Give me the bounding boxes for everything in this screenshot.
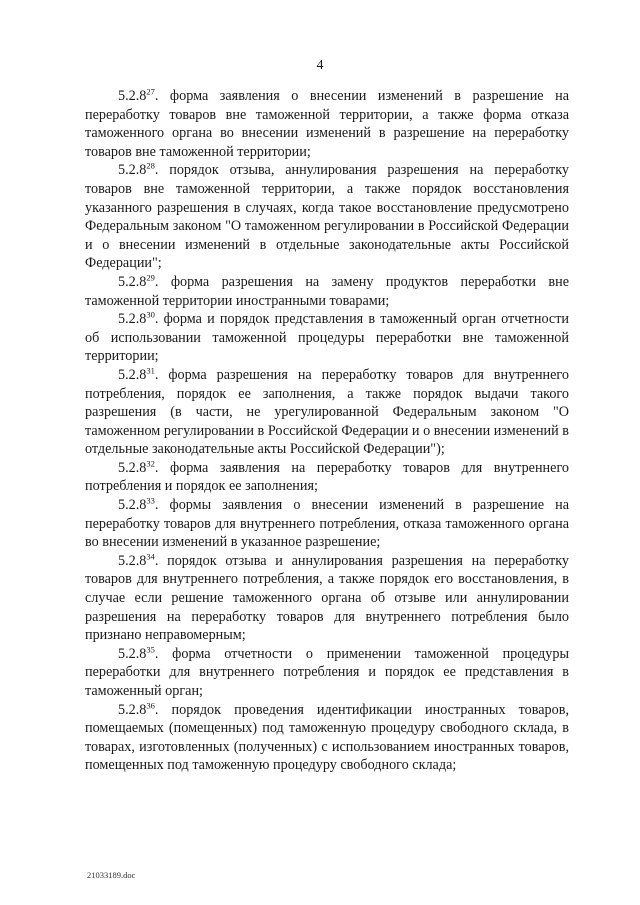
item-number: 5.2.8 (118, 459, 147, 476)
item-superscript: 27 (146, 86, 155, 97)
item-number: 5.2.8 (118, 497, 147, 514)
item-text: . форма разрешения на замену продуктов переработки вне таможенной территории иностранными товарами; (85, 273, 569, 309)
list-item-33 (85, 496, 569, 552)
list-item-27 (85, 87, 569, 161)
footer-filename: 21033189.doc (87, 870, 136, 880)
item-text: . форма отчетности о применении таможенной процедуры переработки для внутреннего потребления и порядок ее представления в таможенный орган; (85, 645, 569, 699)
item-text: . порядок отзыва и аннулирования разрешения на переработку товаров для внутреннего потребления, а также порядок его восстановления, в случае если решение таможенного органа об отзыве или аннулировании разрешения на переработку товаров для внутреннего потребления было признано неправомерным; (85, 552, 569, 644)
item-number: 5.2.8 (118, 552, 147, 569)
item-superscript: 30 (146, 309, 155, 320)
item-number: 5.2.8 (118, 273, 147, 290)
list-item-35 (85, 645, 569, 701)
item-superscript: 31 (146, 365, 155, 376)
item-text: . форма заявления на переработку товаров для внутреннего потребления и порядок ее заполнения; (85, 459, 569, 495)
list-item-34 (85, 552, 569, 645)
item-superscript: 29 (146, 272, 155, 283)
item-superscript: 34 (146, 551, 155, 562)
item-superscript: 36 (146, 699, 155, 710)
item-number: 5.2.8 (118, 311, 147, 328)
list-item-29 (85, 273, 569, 310)
page-number: 4 (316, 58, 324, 73)
item-number: 5.2.8 (118, 701, 147, 718)
list-item-28 (85, 161, 569, 273)
item-superscript: 35 (146, 644, 155, 655)
document-body (85, 87, 569, 775)
item-number: 5.2.8 (118, 162, 147, 179)
list-item-30 (85, 310, 569, 366)
list-item-36 (85, 701, 569, 775)
item-text: . форма разрешения на переработку товаров для внутреннего потребления, порядок ее заполнения, а также порядок выдачи такого разрешения (в части, не урегулированной Федеральным законом "О таможенном регулировании в Российской Федерации и о внесении изменений в отдельные законодательные акты Российской Федерации"); (85, 366, 569, 458)
item-superscript: 28 (146, 160, 155, 171)
item-number: 5.2.8 (118, 645, 147, 662)
item-text: . порядок отзыва, аннулирования разрешения на переработку товаров вне таможенной территории, а также порядок восстановления указанного разрешения в случаях, когда такое восстановление предусмотрено Федеральным законом "О таможенном регулировании в Российской Федерации и о внесении изменений в отдельные законодательные акты Российской Федерации"; (85, 162, 569, 272)
item-text: . форма заявления о внесении изменений в разрешение на переработку товаров вне таможенной территории, а также форма отказа таможенного органа во внесении изменений в разрешение на переработку товаров вне таможенной территории; (85, 88, 569, 160)
item-superscript: 33 (146, 495, 155, 506)
item-text: . формы заявления о внесении изменений в разрешение на переработку товаров для внутреннего потребления, отказа таможенного органа во внесении изменений в указанное разрешение; (85, 497, 569, 551)
item-text: . порядок проведения идентификации иностранных товаров, помещаемых (помещенных) под таможенную процедуру свободного склада, в товарах, изготовленных (полученных) с использованием иностранных товаров, помещенных под таможенную процедуру свободного склада; (85, 701, 569, 774)
item-number: 5.2.8 (118, 88, 147, 104)
list-item-31 (85, 366, 569, 459)
item-superscript: 32 (146, 458, 155, 469)
item-number: 5.2.8 (118, 366, 147, 383)
item-text: . форма и порядок представления в таможенный орган отчетности об использовании таможенной процедуры переработки вне таможенной территории; (85, 311, 569, 365)
list-item-32 (85, 459, 569, 496)
